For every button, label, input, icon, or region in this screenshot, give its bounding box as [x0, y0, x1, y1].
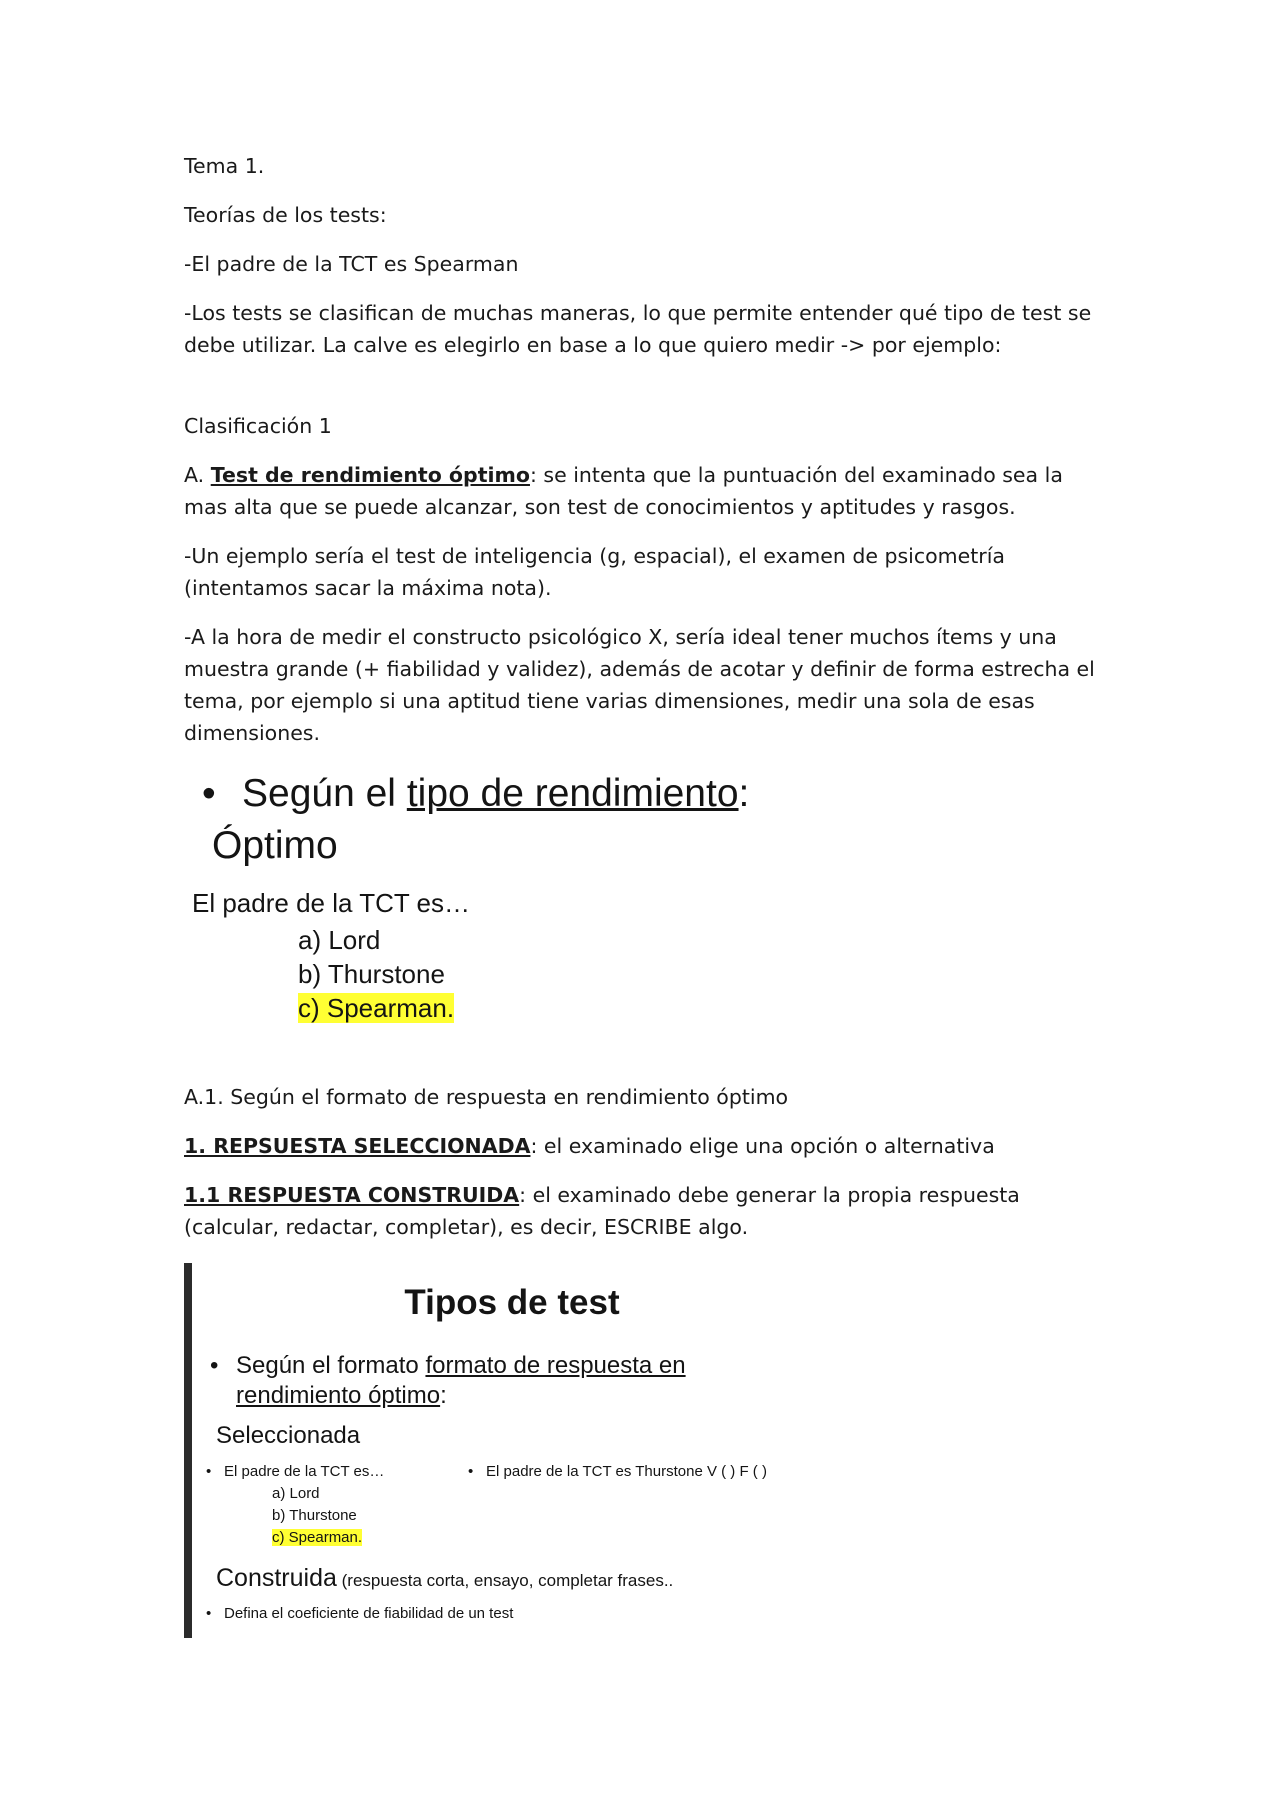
- slide1-title: Óptimo: [212, 824, 338, 867]
- slide1-suffix: :: [738, 772, 750, 815]
- selected-response-term: 1. REPSUESTA SELECCIONADA: [184, 1134, 531, 1158]
- constructed-response-term: 1.1 RESPUESTA CONSTRUIDA: [184, 1183, 520, 1207]
- slide-image-test-types: [184, 1263, 832, 1638]
- document-page: [184, 150, 1096, 1638]
- slide1-option-b: b) Thurstone: [298, 959, 445, 989]
- paragraph-selected-response: [184, 1130, 1096, 1162]
- bullet-icon: •: [206, 1605, 212, 1622]
- slide2-constructed-label: Construida: [216, 1564, 337, 1592]
- bullet-icon: •: [468, 1463, 474, 1480]
- slide1-bullet-line: [202, 771, 749, 817]
- slide1-option-c-highlight: c) Spearman.: [298, 993, 455, 1023]
- slide2-question-1-text: El padre de la TCT es…: [224, 1463, 385, 1480]
- doc-heading: Tema 1.: [184, 154, 265, 178]
- paragraph-test-classification: -Los tests se clasifican de muchas maneras, lo que permite entender qué tipo de test se debe utilizar. La calve es elegirlo en base a lo que quiero medir -> por ejemplo:: [184, 301, 1092, 357]
- slide2-constructed: [216, 1563, 673, 1596]
- slide1-underlined: tipo de rendimiento: [406, 772, 739, 815]
- paragraph-measure-construct: -A la hora de medir el constructo psicológico X, sería ideal tener muchos ítems y una muestra grande (+ fiabilidad y validez), además de acotar y definir de forma estrecha el tema, por ejemplo si una aptitud tiene varias dimensiones, medir una sola de esas dimensiones.: [184, 625, 1095, 745]
- paragraph-constructed-response: [184, 1179, 1096, 1243]
- slide2-define: [206, 1603, 513, 1625]
- selected-response-definition: : el examinado elige una opción o alternativa: [530, 1134, 995, 1158]
- blank-line: [184, 378, 1096, 410]
- section-a-colon: :: [529, 463, 537, 487]
- slide1-options: [298, 923, 454, 1025]
- slide-image-optimal-performance: [184, 771, 784, 1041]
- slide2-suffix: :: [440, 1382, 447, 1409]
- slide2-prefix: Según el formato: [236, 1352, 426, 1379]
- slide2-question-2-text: El padre de la TCT es Thurstone V ( ) F ( ): [486, 1463, 767, 1480]
- constructed-response-definition: : el examinado debe generar la propia respuesta (calcular, redactar, completar), es decir, ESCRIBE algo.: [184, 1183, 1020, 1239]
- slide2-constructed-note: (respuesta corta, ensayo, completar frases..: [336, 1571, 674, 1590]
- slide1-question: El padre de la TCT es…: [192, 888, 470, 918]
- slide2-title: Tipos de test: [404, 1283, 620, 1322]
- slide1-option-c: [298, 991, 454, 1025]
- slide2-option-a: a) Lord: [272, 1485, 320, 1502]
- optimal-performance-definition: se intenta que la puntuación del examinado sea la mas alta que se puede alcanzar, son test de conocimientos y aptitudes y rasgos.: [184, 463, 1063, 519]
- optimal-performance-term: Test de rendimiento óptimo: [210, 463, 530, 487]
- slide2-options: [272, 1483, 362, 1549]
- slide2-underlined-1: formato de respuesta en: [425, 1352, 686, 1379]
- slide2-define-text: Defina el coeficiente de fiabilidad de un test: [224, 1605, 514, 1622]
- slide2-question-1: [206, 1461, 384, 1483]
- paragraph-example: -Un ejemplo sería el test de inteligencia (g, espacial), el examen de psicometría (intentamos sacar la máxima nota).: [184, 544, 1005, 600]
- classification-heading: Clasificación 1: [184, 414, 332, 438]
- paragraph-tct-father: -El padre de la TCT es Spearman: [184, 252, 519, 276]
- slide2-option-c-highlight: c) Spearman.: [272, 1529, 363, 1546]
- slide2-option-b: b) Thurstone: [272, 1507, 357, 1524]
- bullet-icon: •: [206, 1463, 212, 1480]
- slide2-question-2: [468, 1461, 767, 1483]
- slide2-selected-label: Seleccionada: [216, 1422, 361, 1449]
- section-a1-heading: A.1. Según el formato de respuesta en rendimiento óptimo: [184, 1085, 789, 1109]
- bullet-icon: •: [202, 772, 216, 815]
- slide2-option-c: [272, 1527, 362, 1549]
- paragraph-optimal-performance: [184, 459, 1096, 523]
- slide2-bullet-line: [210, 1351, 686, 1411]
- slide1-prefix: Según el: [242, 772, 407, 815]
- bullet-icon: •: [210, 1352, 219, 1379]
- doc-subheading: Teorías de los tests:: [184, 203, 387, 227]
- slide2-underlined-2: rendimiento óptimo: [236, 1382, 441, 1409]
- section-a-prefix: A.: [184, 463, 211, 487]
- slide1-option-a: a) Lord: [298, 925, 381, 955]
